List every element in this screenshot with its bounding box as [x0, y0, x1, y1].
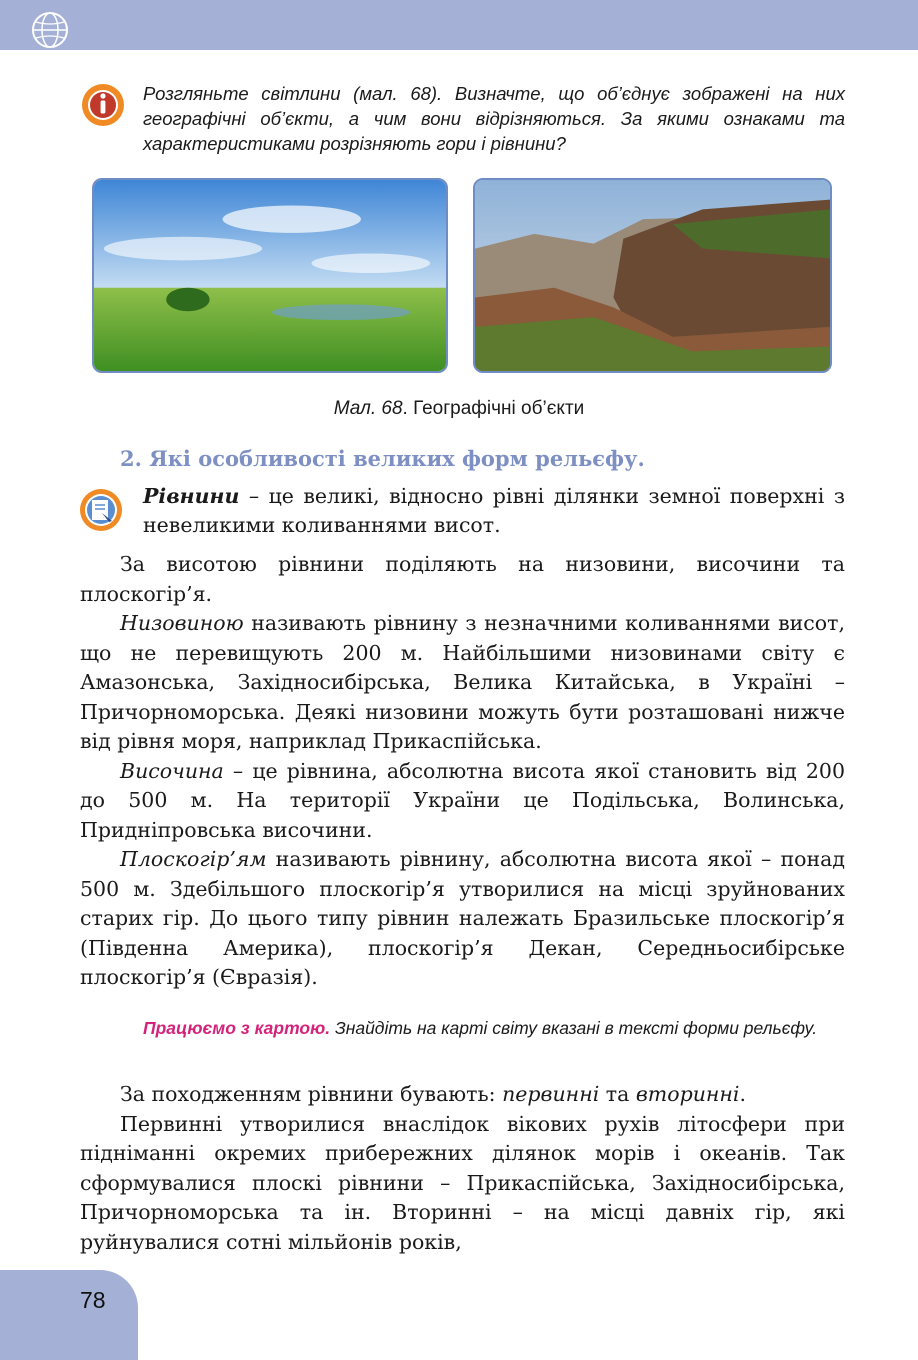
paragraph-primary: Первинні утворилися внаслідок вікових рухів літосфери при підніманні окремих прибережних ділянок морів і океанів. Так сформувалися плоскі рівнини – Прикаспійська, Західносибірська, Причорноморська та ін. Вторинні – на місці давніх гір, які руйнувалися сотні мільйонів років, — [80, 1111, 845, 1254]
body-text-1 — [80, 550, 845, 993]
map-task-text: Знайдіть на карті світу вказані в тексті форми рельєфу. — [330, 1018, 818, 1038]
text-lowland: називають рівнину з незначними коливаннями висот, що не перевищують 200 м. Найбільшими низовинами світу є Амазонська, Західносибірська, Велика Китайська, в Україні – Причорноморська. Деякі низовини можуть бути розташовані нижче від рівня моря, наприклад Прикаспійська. — [80, 611, 845, 753]
text-plateau: називають рівнину, абсолютна висота якої – понад 500 м. Здебільшого плоскогір’я утворилися на місці зруйнованих старих гір. До цього типу рівнин належать Бразильське плоскогір’я (Південна Америка), плоскогір’я Декан, Середньосибірське плоскогір’я (Євразія). — [80, 847, 845, 989]
term-plateau: Плоскогір’ям — [120, 847, 267, 871]
figure-caption — [0, 398, 918, 420]
globe-icon — [28, 8, 72, 52]
origin-text-c: . — [739, 1082, 746, 1106]
body-text-2 — [80, 1080, 845, 1257]
page-number: 78 — [80, 1287, 106, 1313]
section-heading: 2. Які особливості великих форм рельєфу. — [120, 446, 645, 471]
paragraph-plateau — [80, 845, 845, 993]
paragraph-heights: За висотою рівнини поділяють на низовини, височини та плоскогір’я. — [80, 552, 845, 606]
caption-text: . Географічні об’єкти — [402, 398, 585, 419]
text-upland: – це рівнина, абсолютна висота якої становить від 200 до 500 м. На території України це Подільська, Волинська, Придніпровська височини. — [80, 758, 845, 842]
definition-text: – це великі, відносно рівні ділянки земної поверхні з невеликими коливаннями висот. — [143, 484, 845, 537]
paragraph-lowland — [80, 609, 845, 757]
term-primary: первинні — [502, 1082, 600, 1106]
origin-text-b: та — [599, 1082, 636, 1106]
term-upland: Височина — [120, 758, 224, 783]
paragraph-origin — [80, 1080, 845, 1110]
map-task — [143, 1016, 845, 1040]
photo-plain — [92, 178, 448, 373]
top-header-band — [0, 0, 918, 50]
definition-term: Рівнини — [143, 484, 240, 508]
definition-icon — [78, 487, 124, 533]
page-number-tab — [0, 1270, 138, 1360]
paragraph-upland — [80, 757, 845, 846]
info-icon — [80, 82, 126, 128]
photo-mountains — [473, 178, 832, 373]
term-secondary: вторинні — [635, 1082, 740, 1106]
origin-text-a: За походженням рівнини бувають: — [120, 1082, 503, 1106]
term-lowland: Низовиною — [120, 611, 244, 635]
definition-block — [143, 482, 845, 540]
caption-label: Мал. 68 — [333, 398, 403, 419]
task-question: Розгляньте світлини (мал. 68). Визначте, що об’єднує зображені на них географічні об’єкти, а чим вони відрізняються. За якими ознаками та характеристиками розрізняють гори і рівнини? — [143, 83, 845, 154]
map-task-label: Працюємо з картою. — [143, 1018, 331, 1038]
